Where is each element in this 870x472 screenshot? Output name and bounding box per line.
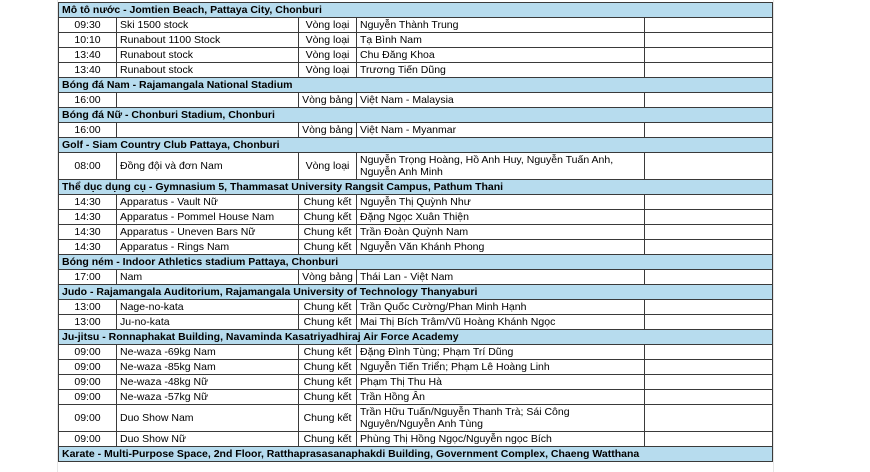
event-extra [645, 33, 773, 48]
event-stage: Chung kết [299, 210, 357, 225]
event-time: 09:00 [59, 405, 117, 432]
event-time: 17:00 [59, 270, 117, 285]
section-title: Mô tô nước - Jomtien Beach, Pattaya City, Chonburi [59, 3, 773, 18]
event-athletes: Đặng Ngọc Xuân Thiện [357, 210, 645, 225]
event-row [59, 345, 773, 360]
event-stage: Chung kết [299, 240, 357, 255]
event-stage: Chung kết [299, 225, 357, 240]
event-stage: Vòng loại [299, 153, 357, 180]
event-row [59, 270, 773, 285]
event-row [59, 432, 773, 447]
event-extra [645, 270, 773, 285]
event-athletes: Phạm Thị Thu Hà [357, 375, 645, 390]
event-row [59, 63, 773, 78]
section-title: Golf - Siam Country Club Pattaya, Chonburi [59, 138, 773, 153]
event-name: Duo Show Nữ [117, 432, 299, 447]
section-title: Bóng đá Nam - Rajamangala National Stadium [59, 78, 773, 93]
event-extra [645, 210, 773, 225]
event-row [59, 300, 773, 315]
event-name [117, 93, 299, 108]
event-athletes: Nguyễn Thị Quỳnh Như [357, 195, 645, 210]
event-stage: Chung kết [299, 405, 357, 432]
section-header-row [59, 447, 773, 462]
event-name: Duo Show Nam [117, 405, 299, 432]
event-time: 10:10 [59, 33, 117, 48]
event-time: 09:00 [59, 360, 117, 375]
event-time: 08:00 [59, 153, 117, 180]
event-extra [645, 375, 773, 390]
section-title: Karate - Multi-Purpose Space, 2nd Floor, Ratthaprasasanaphakdi Building, Government Complex, Chaeng Watthana [59, 447, 773, 462]
event-extra [645, 240, 773, 255]
event-athletes: Chu Đăng Khoa [357, 48, 645, 63]
event-name: Đồng đội và đơn Nam [117, 153, 299, 180]
event-extra [645, 360, 773, 375]
event-time: 16:00 [59, 123, 117, 138]
event-row [59, 360, 773, 375]
event-extra [645, 225, 773, 240]
section-header-row [59, 108, 773, 123]
event-extra [645, 315, 773, 330]
event-name: Runabout 1100 Stock [117, 33, 299, 48]
event-extra [645, 123, 773, 138]
event-row [59, 240, 773, 255]
event-athletes: Phùng Thị Hồng Ngọc/Nguyễn ngọc Bích [357, 432, 645, 447]
event-athletes: Tạ Bình Nam [357, 33, 645, 48]
section-title: Judo - Rajamangala Auditorium, Rajamangala University of Technology Thanyaburi [59, 285, 773, 300]
section-header-row [59, 3, 773, 18]
event-time: 09:00 [59, 390, 117, 405]
event-time: 14:30 [59, 195, 117, 210]
event-row [59, 93, 773, 108]
section-header-row [59, 330, 773, 345]
event-athletes: Trần Quốc Cường/Phan Minh Hạnh [357, 300, 645, 315]
event-extra [645, 93, 773, 108]
event-name: Nam [117, 270, 299, 285]
event-athletes: Thái Lan - Việt Nam [357, 270, 645, 285]
event-extra [645, 432, 773, 447]
event-athletes: Trần Hồng Ân [357, 390, 645, 405]
event-stage: Vòng bảng [299, 270, 357, 285]
event-stage: Chung kết [299, 345, 357, 360]
event-name: Runabout stock [117, 48, 299, 63]
event-row [59, 123, 773, 138]
event-stage: Vòng loại [299, 33, 357, 48]
event-athletes: Nguyễn Văn Khánh Phong [357, 240, 645, 255]
event-athletes: Trương Tiến Dũng [357, 63, 645, 78]
event-time: 14:30 [59, 225, 117, 240]
section-title: Bóng đá Nữ - Chonburi Stadium, Chonburi [59, 108, 773, 123]
section-title: Thể dục dụng cụ - Gymnasium 5, Thammasat University Rangsit Campus, Pathum Thani [59, 180, 773, 195]
event-time: 09:00 [59, 375, 117, 390]
schedule-table [58, 2, 773, 462]
event-name: Runabout stock [117, 63, 299, 78]
event-row [59, 405, 773, 432]
event-time: 14:30 [59, 240, 117, 255]
event-stage: Vòng loại [299, 18, 357, 33]
event-row [59, 153, 773, 180]
event-time: 14:30 [59, 210, 117, 225]
event-row [59, 375, 773, 390]
event-name: Ju-no-kata [117, 315, 299, 330]
event-name: Ne-waza -57kg Nữ [117, 390, 299, 405]
section-title: Ju-jitsu - Ronnaphakat Building, Navaminda Kasatriyadhiraj Air Force Academy [59, 330, 773, 345]
event-athletes: Đặng Đình Tùng; Phạm Trí Dũng [357, 345, 645, 360]
event-row [59, 48, 773, 63]
event-extra [645, 63, 773, 78]
event-time: 09:00 [59, 432, 117, 447]
event-name: Nage-no-kata [117, 300, 299, 315]
event-stage: Vòng bảng [299, 123, 357, 138]
event-athletes: Việt Nam - Myanmar [357, 123, 645, 138]
event-athletes: Mai Thị Bích Trâm/Vũ Hoàng Khánh Ngọc [357, 315, 645, 330]
event-stage: Chung kết [299, 195, 357, 210]
event-extra [645, 405, 773, 432]
event-name: Ski 1500 stock [117, 18, 299, 33]
event-name: Ne-waza -69kg Nam [117, 345, 299, 360]
event-stage: Chung kết [299, 432, 357, 447]
event-athletes: Nguyễn Thành Trung [357, 18, 645, 33]
event-time: 16:00 [59, 93, 117, 108]
event-row [59, 18, 773, 33]
event-stage: Vòng loại [299, 63, 357, 78]
event-stage: Vòng loại [299, 48, 357, 63]
event-name: Ne-waza -48kg Nữ [117, 375, 299, 390]
schedule-table-body [59, 3, 773, 462]
event-name: Apparatus - Pommel House Nam [117, 210, 299, 225]
event-stage: Chung kết [299, 390, 357, 405]
event-name: Ne-waza -85kg Nam [117, 360, 299, 375]
event-row [59, 195, 773, 210]
event-row [59, 33, 773, 48]
event-athletes: Việt Nam - Malaysia [357, 93, 645, 108]
event-name [117, 123, 299, 138]
event-extra [645, 300, 773, 315]
section-header-row [59, 138, 773, 153]
event-row [59, 210, 773, 225]
event-athletes: Trần Hữu Tuấn/Nguyễn Thanh Trà; Sái Công Nguyên/Nguyễn Anh Tùng [357, 405, 645, 432]
event-stage: Chung kết [299, 360, 357, 375]
event-time: 13:00 [59, 315, 117, 330]
event-row [59, 390, 773, 405]
section-title: Bóng ném - Indoor Athletics stadium Pattaya, Chonburi [59, 255, 773, 270]
event-extra [645, 390, 773, 405]
event-time: 13:00 [59, 300, 117, 315]
event-extra [645, 153, 773, 180]
event-row [59, 315, 773, 330]
event-athletes: Nguyễn Trọng Hoàng, Hồ Anh Huy, Nguyễn Tuấn Anh, Nguyễn Anh Minh [357, 153, 645, 180]
event-stage: Vòng bảng [299, 93, 357, 108]
event-time: 13:40 [59, 63, 117, 78]
event-extra [645, 48, 773, 63]
section-header-row [59, 180, 773, 195]
event-time: 09:00 [59, 345, 117, 360]
event-stage: Chung kết [299, 375, 357, 390]
event-extra [645, 345, 773, 360]
event-stage: Chung kết [299, 315, 357, 330]
event-athletes: Nguyễn Tiến Triển; Phạm Lê Hoàng Linh [357, 360, 645, 375]
event-name: Apparatus - Uneven Bars Nữ [117, 225, 299, 240]
section-header-row [59, 78, 773, 93]
page-edge-right [773, 0, 774, 472]
event-row [59, 225, 773, 240]
section-header-row [59, 255, 773, 270]
event-extra [645, 18, 773, 33]
event-time: 13:40 [59, 48, 117, 63]
event-extra [645, 195, 773, 210]
event-name: Apparatus - Rings Nam [117, 240, 299, 255]
event-name: Apparatus - Vault Nữ [117, 195, 299, 210]
event-time: 09:30 [59, 18, 117, 33]
event-stage: Chung kết [299, 300, 357, 315]
event-athletes: Trần Đoàn Quỳnh Nam [357, 225, 645, 240]
section-header-row [59, 285, 773, 300]
